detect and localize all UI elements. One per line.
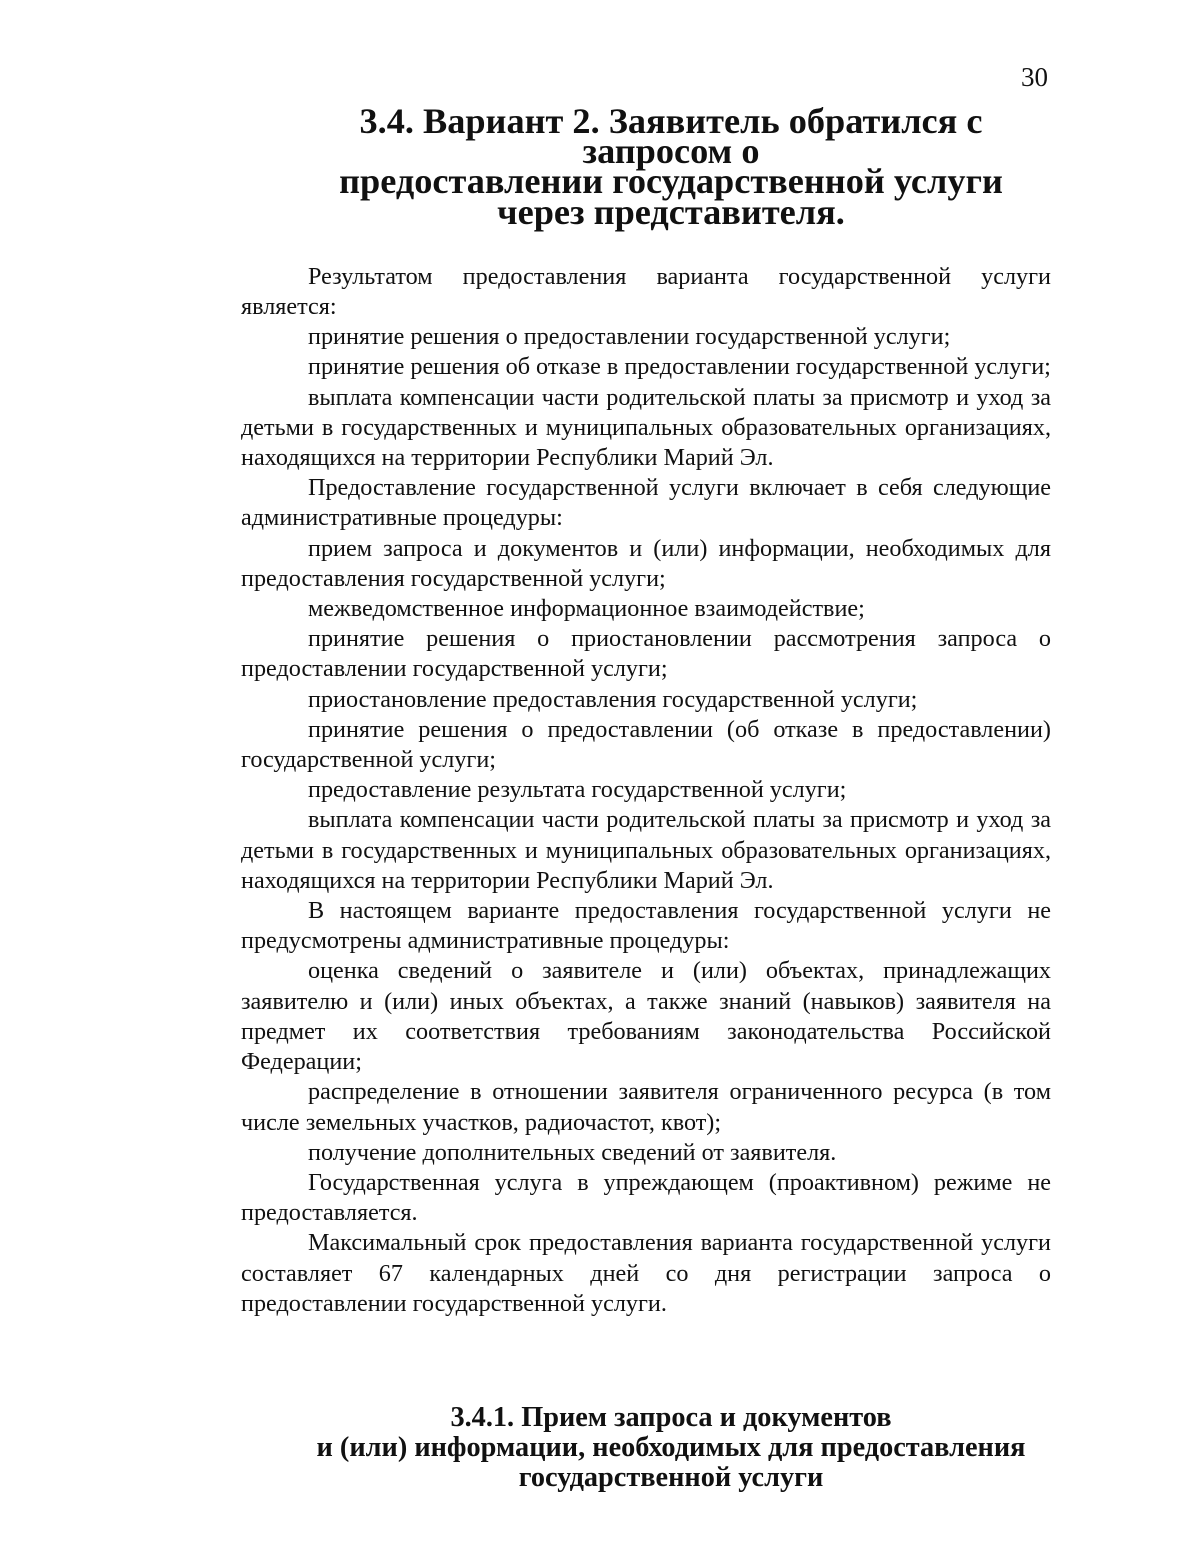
- paragraph-result-item: принятие решения об отказе в предоставлении государственной услуги;: [308, 353, 1051, 381]
- section-heading-line-1: 3.4. Вариант 2. Заявитель обратился с запросом о: [359, 101, 983, 172]
- paragraph-result-intro: Результатом предоставления варианта государственной услуги является:: [241, 262, 1051, 321]
- section-heading-line-2: предоставлении государственной услуги через представителя.: [339, 161, 1003, 232]
- paragraph-result-item: принятие решения о предоставлении государственной услуги;: [308, 323, 951, 351]
- paragraph-procedures-intro: Предоставление государственной услуги включает в себя следующие административные процедуры:: [241, 474, 1051, 532]
- paragraph-procedure-item: принятие решения о предоставлении (об отказе в предоставлении) государственной услуги;: [241, 715, 1051, 774]
- paragraph-procedure-item: предоставление результата государственной услуги;: [308, 776, 847, 804]
- paragraph-procedure-item: принятие решения о приостановлении рассмотрения запроса о предоставлении государственной услуги;: [241, 625, 1051, 683]
- paragraph-excluded-item: оценка сведений о заявителе и (или) объектах, принадлежащих заявителю и (или) иных объектах, а также знаний (навыков) заявителя на предмет их соответствия требованиям законодательства Российской Федерации;: [241, 957, 1051, 1076]
- paragraph-procedure-item: межведомственное информационное взаимодействие;: [308, 595, 865, 623]
- spacer: [241, 227, 1051, 262]
- paragraph-proactive-mode: Государственная услуга в упреждающем (проактивном) режиме не предоставляется.: [241, 1168, 1051, 1227]
- paragraph-excluded-intro: В настоящем варианте предоставления государственной услуги не предусмотрены административные процедуры:: [241, 897, 1051, 955]
- paragraph-procedure-item: прием запроса и документов и (или) информации, необходимых для предоставления государственной услуги;: [241, 534, 1051, 592]
- paragraph-procedure-item: приостановление предоставления государственной услуги;: [308, 685, 918, 713]
- paragraph-max-term: Максимальный срок предоставления варианта государственной услуги составляет 67 календарных дней со дня регистрации запроса о предоставлении государственной услуги.: [241, 1229, 1051, 1317]
- subsection-heading-line-3: государственной услуги: [518, 1462, 824, 1494]
- paragraph-excluded-item: получение дополнительных сведений от заявителя.: [308, 1138, 837, 1166]
- section-heading: [241, 101, 1051, 232]
- page-number: 30: [1021, 62, 1048, 92]
- subsection-heading: [241, 1403, 1051, 1494]
- subsection-heading-line-2: и (или) информации, необходимых для предоставления: [316, 1432, 1026, 1464]
- paragraph-result-item: выплата компенсации части родительской платы за присмотр и уход за детьми в государственных и муниципальных образовательных организациях, находящихся на территории Республики Марий Эл.: [241, 383, 1051, 472]
- paragraph-procedure-item: выплата компенсации части родительской платы за присмотр и уход за детьми в государственных и муниципальных образовательных организациях, находящихся на территории Республики Марий Эл.: [241, 806, 1051, 894]
- section-paragraphs: [241, 262, 1051, 1319]
- spacer: [241, 1319, 1051, 1403]
- paragraph-excluded-item: распределение в отношении заявителя ограниченного ресурса (в том числе земельных участков, радиочастот, квот);: [241, 1078, 1051, 1136]
- document-body: [241, 101, 1051, 1494]
- subsection-heading-line-1: 3.4.1. Прием запроса и документов: [450, 1401, 892, 1433]
